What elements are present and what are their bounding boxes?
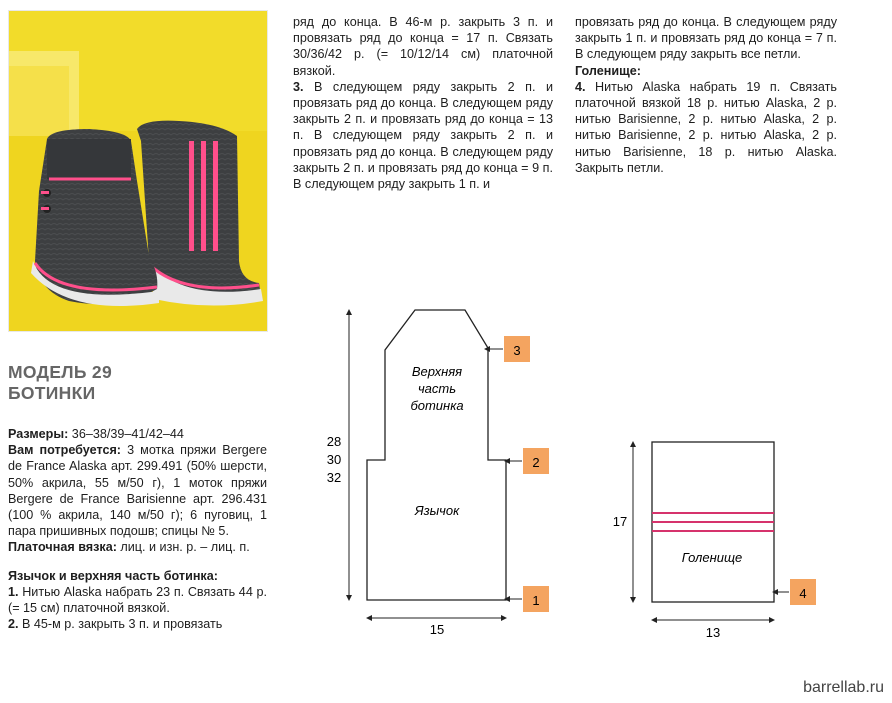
svg-text:2: 2 [532, 455, 540, 470]
upper-part-schematic [320, 300, 560, 645]
need-value: 3 мотка пряжи Bergere de France Alaska арт. 299.491 (50% шерсти, 50% акрила, 55 м/50 г), 1 моток пряжи Bergere de France Barisienne арт. 296.431 (100 % акрила, 140 м/50 г); 6 пуговиц, 1 пара пришивных подошв; спицы № 5. [8, 443, 267, 539]
garter-label: Платочная вязка: [8, 540, 117, 555]
left-text-column [8, 426, 267, 632]
site-watermark: barrellab.ru [803, 679, 884, 696]
garter-value: лиц. и изн. р. – лиц. п. [116, 540, 250, 555]
step-3: 3. В следующем ряду закрыть 2 п. и провязать ряд до конца. В следующем ряду закрыть 2 п. и провязать ряд до конца = 13 п. В следующем ряду закрыть 2 п. и провязать ряд до конца. В следующем ряду закрыть 2 п. и провязать ряд до конца = 9 п. В следующем ряду закрыть 1 п. и [293, 79, 553, 192]
upper-part-outline [367, 310, 506, 600]
width-label: 15 [429, 622, 445, 637]
upper-label-line-2: часть [417, 381, 457, 396]
step-1: 1. Нитью Alaska набрать 23 п. Связать 44 р. (= 15 см) платочной вязкой. [8, 584, 267, 616]
section-title: Язычок и верхняя часть ботинка: [8, 568, 218, 583]
middle-text-column [293, 14, 553, 192]
height-label-3: 32 [326, 470, 342, 485]
svg-text:3: 3 [513, 343, 521, 358]
shaft-label: Голенище [681, 550, 743, 565]
sizes-paragraph [8, 426, 267, 442]
model-name: БОТИНКИ [8, 383, 96, 403]
tongue-label: Язычок [414, 503, 460, 518]
shaft-width-label: 13 [705, 625, 721, 640]
svg-text:4: 4 [799, 586, 807, 601]
height-label-2: 30 [326, 452, 342, 467]
model-title [8, 362, 112, 404]
right-text-column [575, 14, 837, 176]
continuation-paragraph: ряд до конца. В 46-м р. закрыть 3 п. и провязать ряд до конца = 17 п. Связать 30/36/42 р. (= 10/12/14 см) платочной вязкой. [293, 15, 553, 78]
boots-illustration [9, 11, 267, 331]
shaft-height-label: 17 [612, 514, 628, 529]
garter-paragraph [8, 539, 267, 555]
height-label-1: 28 [326, 434, 342, 449]
continuation-paragraph-2: провязать ряд до конца. В следующем ряду закрыть 1 п. и провязать ряд до конца = 7 п. В следующем ряду закрыть все петли. [575, 15, 837, 62]
need-paragraph [8, 442, 267, 539]
boots-photo [8, 10, 268, 332]
step-2: 2. В 45-м р. закрыть 3 п. и провязать [8, 617, 223, 632]
sizes-label: Размеры: [8, 427, 69, 441]
need-label: Вам потребуется: [8, 443, 122, 458]
sizes-value: 36–38/39–41/42–44 [68, 427, 184, 441]
shaft-title: Голенище: [575, 63, 641, 78]
upper-label-line-1: Верхняя [411, 364, 463, 379]
model-number: МОДЕЛЬ 29 [8, 362, 112, 382]
upper-label-line-3: ботинка [410, 398, 464, 413]
step-4: 4. Нитью Alaska набрать 19 п. Связать платочной вязкой 18 р. нитью Alaska, 2 р. нитью Barisienne, 2 р. нитью Alaska, 2 р. нитью Barisienne, 2 р. нитью Alaska, 2 р. нитью Barisienne, 18 р. нитью Alaska. Закрыть петли. [575, 79, 837, 175]
svg-text:1: 1 [532, 593, 540, 608]
shaft-schematic [600, 430, 830, 650]
